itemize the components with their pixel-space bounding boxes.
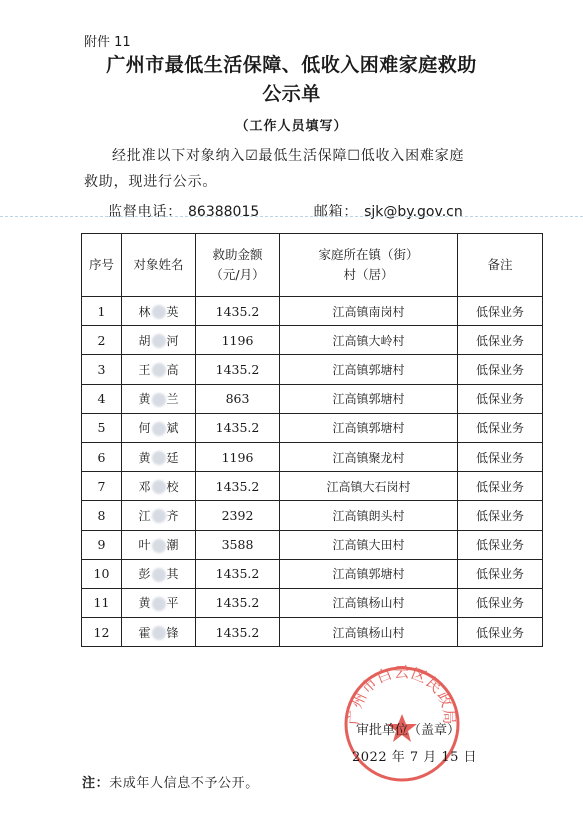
contact-row [108, 201, 463, 221]
cell-amount: 3588 [196, 530, 280, 559]
document-subtitle: （工作人员填写） [235, 119, 348, 134]
cell-index: 5 [82, 413, 122, 442]
cell-name [122, 326, 196, 355]
phone-label: 监督电话： [108, 204, 182, 220]
cell-index: 7 [82, 472, 122, 501]
header-amount-line1: 救助金额 [212, 247, 263, 262]
table-row [82, 559, 543, 588]
name-last-char: 高 [166, 362, 179, 377]
cell-address: 江高镇聚龙村 [280, 442, 458, 471]
name-last-char: 廷 [166, 450, 179, 465]
cell-address: 江高镇大石岗村 [280, 472, 458, 501]
footnote-text: 未成年人信息不予公开。 [109, 776, 259, 791]
cell-amount: 1435.2 [196, 472, 280, 501]
seal-text-path: 广州市白云区民政局 [345, 663, 459, 726]
table-row [82, 442, 543, 471]
cell-remark: 低保业务 [458, 588, 543, 617]
cell-amount: 1435.2 [196, 297, 280, 326]
cell-index: 10 [82, 559, 122, 588]
intro-line2: 救助，现进行公示。 [84, 174, 218, 190]
cell-index: 3 [82, 355, 122, 384]
scan-artifact-line [0, 216, 583, 217]
redaction-blur [152, 597, 166, 611]
cell-amount: 2392 [196, 501, 280, 530]
cell-index: 4 [82, 384, 122, 413]
name-first-char: 黄 [138, 596, 151, 611]
cell-name [122, 442, 196, 471]
cell-name [122, 530, 196, 559]
table-row [82, 530, 543, 559]
name-last-char: 平 [166, 596, 179, 611]
table-header-row [82, 234, 543, 297]
name-last-char: 英 [166, 304, 179, 319]
cell-index: 1 [82, 297, 122, 326]
cell-amount: 1435.2 [196, 355, 280, 384]
redaction-blur [152, 480, 166, 494]
redaction-blur [152, 305, 166, 319]
cell-name [122, 413, 196, 442]
cell-name [122, 501, 196, 530]
cell-remark: 低保业务 [458, 297, 543, 326]
table-row [82, 326, 543, 355]
approver-label: 审批单位（盖章） [356, 723, 461, 738]
redaction-blur [152, 393, 166, 407]
email-address: sjk@by.gov.cn [364, 204, 463, 220]
redaction-blur [152, 422, 166, 436]
cell-amount: 863 [196, 384, 280, 413]
cell-name [122, 588, 196, 617]
name-last-char: 齐 [166, 508, 179, 523]
cell-amount: 1435.2 [196, 559, 280, 588]
header-index-text: 序号 [88, 257, 114, 272]
cell-remark: 低保业务 [458, 472, 543, 501]
cell-remark: 低保业务 [458, 326, 543, 355]
name-last-char: 其 [166, 567, 179, 582]
approval-date: 2022 年 7 月 15 日 [352, 750, 478, 765]
name-last-char: 兰 [166, 392, 179, 407]
name-last-char: 潮 [166, 538, 179, 553]
header-name-text: 对象姓名 [133, 257, 184, 272]
redaction-blur [152, 363, 166, 377]
cell-remark: 低保业务 [458, 355, 543, 384]
cell-name [122, 384, 196, 413]
footnote-label: 注： [82, 776, 110, 791]
redaction-blur [152, 626, 166, 640]
cell-remark: 低保业务 [458, 413, 543, 442]
cell-address: 江高镇大岭村 [280, 326, 458, 355]
header-index [82, 234, 122, 297]
name-last-char: 河 [166, 333, 179, 348]
cell-index: 9 [82, 530, 122, 559]
cell-remark: 低保业务 [458, 384, 543, 413]
header-address-line1: 家庭所在镇（街） [318, 247, 419, 262]
cell-amount: 1196 [196, 326, 280, 355]
cell-index: 8 [82, 501, 122, 530]
table-row [82, 355, 543, 384]
header-amount-line2: （元/月） [210, 267, 265, 282]
cell-amount: 1196 [196, 442, 280, 471]
redaction-blur [152, 539, 166, 553]
redaction-blur [152, 568, 166, 582]
intro-line1: 经批准以下对象纳入☑最低生活保障☐低收入困难家庭 [112, 148, 465, 164]
cell-remark: 低保业务 [458, 618, 543, 647]
cell-address: 江高镇南岗村 [280, 297, 458, 326]
name-first-char: 黄 [138, 450, 151, 465]
cell-name [122, 618, 196, 647]
table-row [82, 501, 543, 530]
header-address-line2: 村（居） [343, 267, 394, 282]
name-first-char: 江 [138, 508, 151, 523]
recipients-table [81, 233, 543, 647]
name-last-char: 斌 [166, 421, 179, 436]
cell-amount: 1435.2 [196, 618, 280, 647]
cell-remark: 低保业务 [458, 501, 543, 530]
cell-address: 江高镇郭塘村 [280, 413, 458, 442]
cell-address: 江高镇杨山村 [280, 588, 458, 617]
header-name [122, 234, 196, 297]
redaction-blur [152, 509, 166, 523]
name-first-char: 何 [138, 421, 151, 436]
document-title-line1: 广州市最低生活保障、低收入困难家庭救助 [106, 54, 477, 76]
cell-amount: 1435.2 [196, 413, 280, 442]
name-last-char: 校 [166, 479, 179, 494]
recipients-table-wrap [81, 233, 542, 647]
name-first-char: 黄 [138, 392, 151, 407]
cell-index: 12 [82, 618, 122, 647]
cell-name [122, 472, 196, 501]
name-first-char: 霍 [138, 625, 151, 640]
header-remark [458, 234, 543, 297]
table-row [82, 413, 543, 442]
cell-remark: 低保业务 [458, 442, 543, 471]
table-row [82, 618, 543, 647]
table-row [82, 384, 543, 413]
redaction-blur [152, 451, 166, 465]
cell-amount: 1435.2 [196, 588, 280, 617]
cell-address: 江高镇朗头村 [280, 501, 458, 530]
cell-remark: 低保业务 [458, 559, 543, 588]
header-amount [196, 234, 280, 297]
name-first-char: 邓 [138, 479, 151, 494]
cell-address: 江高镇郭塘村 [280, 559, 458, 588]
header-remark-text: 备注 [487, 257, 513, 272]
name-first-char: 叶 [138, 538, 151, 553]
cell-index: 11 [82, 588, 122, 617]
table-row [82, 588, 543, 617]
footnote [82, 772, 259, 791]
document-title-line2: 公示单 [262, 83, 321, 105]
redaction-blur [152, 334, 166, 348]
cell-address: 江高镇杨山村 [280, 618, 458, 647]
cell-name [122, 297, 196, 326]
cell-index: 2 [82, 326, 122, 355]
table-row [82, 297, 543, 326]
cell-address: 江高镇郭塘村 [280, 355, 458, 384]
cell-index: 6 [82, 442, 122, 471]
name-first-char: 彭 [138, 567, 151, 582]
table-body [82, 297, 543, 647]
email-label: 邮箱： [313, 204, 359, 220]
header-address [280, 234, 458, 297]
cell-remark: 低保业务 [458, 530, 543, 559]
phone-number: 86388015 [188, 204, 260, 220]
table-row [82, 472, 543, 501]
name-first-char: 王 [138, 362, 151, 377]
attachment-label: 附件 11 [84, 35, 131, 50]
name-first-char: 林 [138, 304, 151, 319]
cell-address: 江高镇郭塘村 [280, 384, 458, 413]
cell-address: 江高镇大田村 [280, 530, 458, 559]
name-last-char: 锋 [166, 625, 179, 640]
cell-name [122, 355, 196, 384]
cell-name [122, 559, 196, 588]
name-first-char: 胡 [138, 333, 151, 348]
